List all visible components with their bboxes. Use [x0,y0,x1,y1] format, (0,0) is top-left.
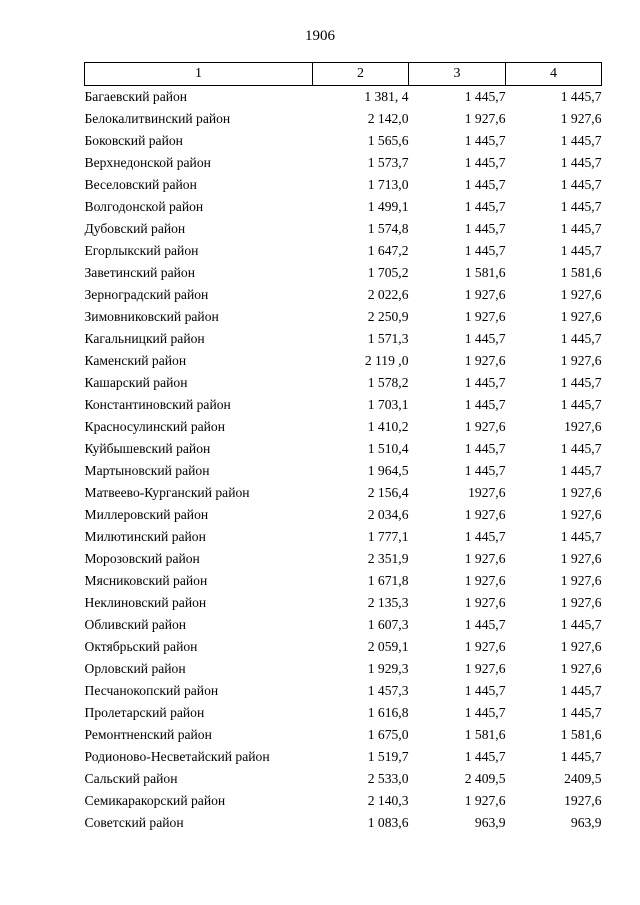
value-cell: 1 927,6 [464,595,506,610]
value-cell: 1 578,2 [367,375,409,390]
value-cell: 1 445,7 [560,177,602,192]
value-cell: 1 445,7 [560,375,602,390]
district-name-cell: Мясниковский район [84,573,208,588]
value-cell: 2 156,4 [367,485,409,500]
column-header-2: 2 [313,63,409,86]
value-cell: 2409,5 [564,771,602,786]
value-cell: 1 445,7 [560,683,602,698]
table-row [85,152,602,174]
value-cell: 2 059,1 [367,639,409,654]
value-cell: 1 927,6 [464,287,506,302]
value-cell: 1 927,6 [560,661,602,676]
value-cell: 1 671,8 [367,573,409,588]
table-row [85,284,602,306]
district-name-cell: Неклиновский район [84,595,207,610]
value-cell: 1 927,6 [464,573,506,588]
value-cell: 1 445,7 [464,397,506,412]
table-row [85,636,602,658]
value-cell: 2 140,3 [367,793,409,808]
value-cell: 1 927,6 [464,353,506,368]
district-name-cell: Каменский район [84,353,187,368]
table-row [85,174,602,196]
column-header-3: 3 [409,63,506,86]
value-cell: 2 409,5 [464,771,506,786]
value-cell: 2 034,6 [367,507,409,522]
page-number: 1906 [305,28,335,44]
table-row [85,416,602,438]
value-cell: 1 927,6 [560,287,602,302]
value-cell: 1 647,2 [367,243,409,258]
value-cell: 1 445,7 [560,749,602,764]
district-name-cell: Белокалитвинский район [84,111,231,126]
district-name-cell: Советский район [84,815,184,830]
value-cell: 963,9 [474,815,506,830]
data-table [84,62,602,834]
value-cell: 1 445,7 [560,705,602,720]
table-row [85,460,602,482]
value-cell: 1 703,1 [367,397,409,412]
district-name-cell: Обливский район [84,617,187,632]
value-cell: 1 927,6 [560,507,602,522]
district-name-cell: Матвеево-Курганский район [84,485,250,500]
value-cell: 2 119 ,0 [364,353,409,368]
value-cell: 2 250,9 [367,309,409,324]
value-cell: 1 573,7 [367,155,409,170]
value-cell: 1 499,1 [367,199,409,214]
table-row [85,790,602,812]
table-row [85,482,602,504]
district-name-cell: Зимовниковский район [84,309,219,324]
value-cell: 1 445,7 [464,89,506,104]
district-name-cell: Мартыновский район [84,463,210,478]
value-cell: 1 445,7 [560,155,602,170]
value-cell: 1 929,3 [367,661,409,676]
district-name-cell: Кагальницкий район [84,331,205,346]
table-row [85,680,602,702]
value-cell: 1 927,6 [464,793,506,808]
value-cell: 1 927,6 [560,485,602,500]
value-cell: 1 445,7 [464,221,506,236]
value-cell: 2 135,3 [367,595,409,610]
value-cell: 1 927,6 [464,639,506,654]
table-row [85,812,602,834]
value-cell: 1 445,7 [464,441,506,456]
value-cell: 1 445,7 [464,529,506,544]
value-cell: 1 927,6 [560,353,602,368]
value-cell: 1927,6 [468,485,506,500]
value-cell: 1 713,0 [367,177,409,192]
district-name-cell: Заветинский район [84,265,195,280]
value-cell: 1 510,4 [367,441,409,456]
value-cell: 1 445,7 [464,683,506,698]
value-cell: 1 927,6 [560,573,602,588]
value-cell: 1 571,3 [367,331,409,346]
table-row [85,262,602,284]
table-row [85,548,602,570]
table-row [85,768,602,790]
district-name-cell: Кашарский район [84,375,188,390]
value-cell: 1 927,6 [464,111,506,126]
value-cell: 1 705,2 [367,265,409,280]
value-cell: 1 445,7 [560,133,602,148]
table-row [85,504,602,526]
value-cell: 1 607,3 [367,617,409,632]
value-cell: 1 445,7 [560,529,602,544]
value-cell: 1927,6 [564,419,602,434]
district-name-cell: Куйбышевский район [84,441,211,456]
value-cell: 1 445,7 [464,243,506,258]
district-name-cell: Орловский район [84,661,186,676]
value-cell: 2 351,9 [367,551,409,566]
value-cell: 1927,6 [564,793,602,808]
value-cell: 1 581,6 [560,265,602,280]
table-row [85,658,602,680]
value-cell: 1 964,5 [367,463,409,478]
value-cell: 1 927,6 [464,419,506,434]
district-name-cell: Боковский район [84,133,183,148]
district-name-cell: Егорлыкский район [84,243,199,258]
value-cell: 1 581,6 [560,727,602,742]
table-row [85,108,602,130]
value-cell: 1 565,6 [367,133,409,148]
value-cell: 1 581,6 [464,727,506,742]
value-cell: 1 410,2 [367,419,409,434]
district-name-cell: Дубовский район [84,221,186,236]
district-name-cell: Милютинский район [84,529,206,544]
district-name-cell: Миллеровский район [84,507,209,522]
value-cell: 1 616,8 [367,705,409,720]
table-row [85,240,602,262]
table-row [85,614,602,636]
district-name-cell: Константиновский район [84,397,231,412]
value-cell: 1 445,7 [464,155,506,170]
value-cell: 1 927,6 [464,551,506,566]
district-name-cell: Верхнедонской район [84,155,211,170]
table-row [85,372,602,394]
table-row [85,306,602,328]
district-name-cell: Семикаракорский район [84,793,226,808]
value-cell: 1 445,7 [464,199,506,214]
value-cell: 2 142,0 [367,111,409,126]
table-header-row [85,63,602,86]
value-cell: 1 574,8 [367,221,409,236]
value-cell: 1 445,7 [560,463,602,478]
value-cell: 1 445,7 [560,331,602,346]
district-name-cell: Октябрьский район [84,639,198,654]
value-cell: 1 927,6 [560,309,602,324]
value-cell: 1 445,7 [560,243,602,258]
value-cell: 1 445,7 [464,133,506,148]
value-cell: 1 381, 4 [364,89,409,104]
table-row [85,746,602,768]
district-name-cell: Волгодонской район [84,199,204,214]
table-row [85,350,602,372]
value-cell: 1 445,7 [464,177,506,192]
value-cell: 1 519,7 [367,749,409,764]
table-row [85,526,602,548]
table-row [85,702,602,724]
value-cell: 1 445,7 [464,463,506,478]
value-cell: 1 445,7 [560,441,602,456]
value-cell: 1 581,6 [464,265,506,280]
column-header-4: 4 [506,63,602,86]
district-name-cell: Песчанокопский район [84,683,219,698]
district-name-cell: Сальский район [84,771,178,786]
district-name-cell: Зерноградский район [84,287,209,302]
value-cell: 963,9 [570,815,602,830]
value-cell: 1 445,7 [560,199,602,214]
value-cell: 1 445,7 [560,221,602,236]
value-cell: 1 927,6 [464,661,506,676]
value-cell: 1 927,6 [560,111,602,126]
value-cell: 1 445,7 [560,397,602,412]
table-row [85,438,602,460]
value-cell: 1 457,3 [367,683,409,698]
value-cell: 2 533,0 [367,771,409,786]
value-cell: 1 927,6 [464,309,506,324]
table-row [85,86,602,109]
value-cell: 1 445,7 [464,617,506,632]
district-name-cell: Ремонтненский район [84,727,212,742]
value-cell: 1 083,6 [367,815,409,830]
table-row [85,196,602,218]
table-row [85,218,602,240]
value-cell: 1 927,6 [560,551,602,566]
column-header-1: 1 [85,63,313,86]
value-cell: 1 927,6 [464,507,506,522]
table-row [85,394,602,416]
value-cell: 1 445,7 [464,749,506,764]
value-cell: 2 022,6 [367,287,409,302]
district-name-cell: Багаевский район [84,89,188,104]
value-cell: 1 445,7 [464,705,506,720]
table-row [85,130,602,152]
table-body [85,86,602,835]
value-cell: 1 445,7 [560,89,602,104]
value-cell: 1 927,6 [560,639,602,654]
value-cell: 1 927,6 [560,595,602,610]
value-cell: 1 675,0 [367,727,409,742]
district-name-cell: Пролетарский район [84,705,205,720]
district-name-cell: Веселовский район [84,177,197,192]
table-row [85,724,602,746]
value-cell: 1 777,1 [367,529,409,544]
table-row [85,328,602,350]
district-name-cell: Родионово-Несветайский район [84,749,270,764]
value-cell: 1 445,7 [464,375,506,390]
district-name-cell: Морозовский район [84,551,200,566]
table-row [85,592,602,614]
table-row [85,570,602,592]
district-name-cell: Красносулинский район [84,419,225,434]
value-cell: 1 445,7 [560,617,602,632]
value-cell: 1 445,7 [464,331,506,346]
